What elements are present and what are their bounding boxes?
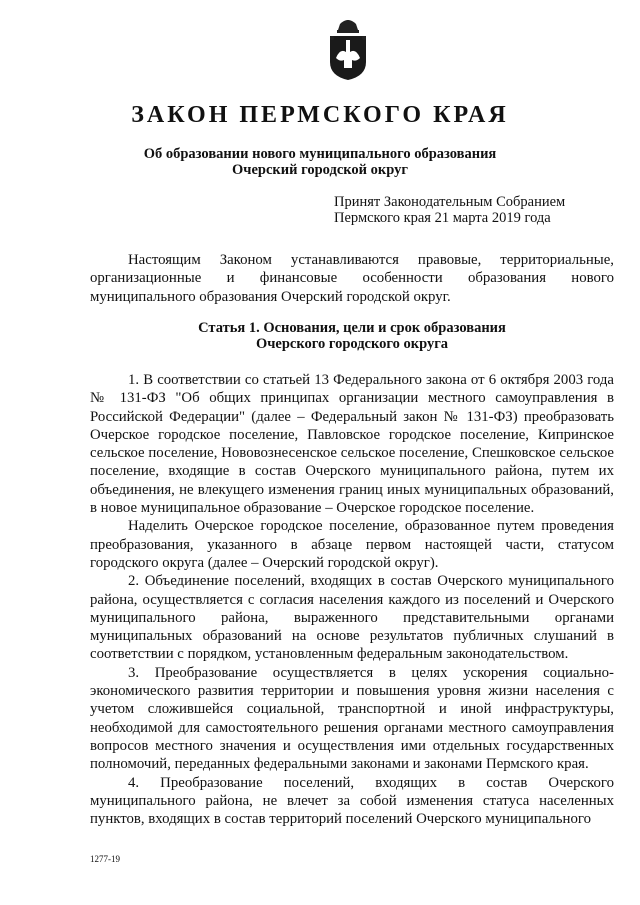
adoption-note — [334, 194, 624, 226]
law-subtitle — [0, 146, 640, 178]
article-paragraph: 4. Преобразование поселений, входящих в состав Очерского муниципального района, не влечет за собой изменения статуса населенных пунктов, входящих в состав территорий поселений Очерского муниципального — [90, 774, 614, 828]
article-heading-line: Статья 1. Основания, цели и срок образования — [198, 320, 506, 336]
preamble — [90, 251, 614, 306]
document-code: 1277-19 — [90, 854, 120, 864]
preamble-paragraph: Настоящим Законом устанавливаются правовые, территориальные, организационные и финансовые особенности образования нового муниципального образования Очерский городской округ. — [90, 252, 614, 305]
adoption-line: Пермского края 21 марта 2019 года — [334, 210, 551, 226]
article-heading-line: Очерского городского округа — [255, 336, 449, 352]
article-paragraph: 1. В соответствии со статьей 13 Федерального закона от 6 октября 2003 года № 131-ФЗ "Об общих принципах организации местного самоуправления в Российской Федерации" (далее – Федеральный закон № 131-ФЗ) преобразовать Очерское городское поселение, Павловское городское поселение, Кипринское сельское поселение, Нововознесенское сельское поселение, Спешковское сельское поселение, входящие в состав Очерского муниципального района, путем их объединения, не влекущего изменения границ иных муниципальных образований, в новое муниципальное образование – Очерское городское поселение. — [90, 372, 614, 517]
coat-of-arms-icon — [326, 18, 370, 82]
article-body — [90, 371, 614, 828]
article-heading — [90, 320, 614, 352]
article-paragraph: 3. Преобразование осуществляется в целях ускорения социально-экономического развития территории и повышения уровня жизни населения с учетом сложившейся социальной, транспортной и иной инфраструктуры, необходимой для самостоятельного решения органами местного самоуправления вопросов местного значения и осуществления ими отдельных государственных полномочий, переданных федеральными законами и законами Пермского края. — [90, 664, 614, 773]
article-paragraph: 2. Объединение поселений, входящих в состав Очерского муниципального района, осуществляется с согласия населения каждого из поселений и Очерского муниципального района, выраженного представительными органами муниципальных образований на основе результатов публичных слушаний в соответствии с порядком, установленным федеральным законодательством. — [90, 573, 614, 663]
subtitle-line: Очерский городской округ — [232, 162, 408, 178]
adoption-line: Принят Законодательным Собранием — [334, 194, 566, 210]
law-title: ЗАКОН ПЕРМСКОГО КРАЯ — [131, 102, 509, 128]
subtitle-line: Об образовании нового муниципального образования — [143, 146, 497, 162]
article-paragraph: Наделить Очерское городское поселение, образованное путем проведения преобразования, указанного в абзаце первом настоящей части, статусом городского округа (далее – Очерский городской округ). — [90, 518, 614, 571]
